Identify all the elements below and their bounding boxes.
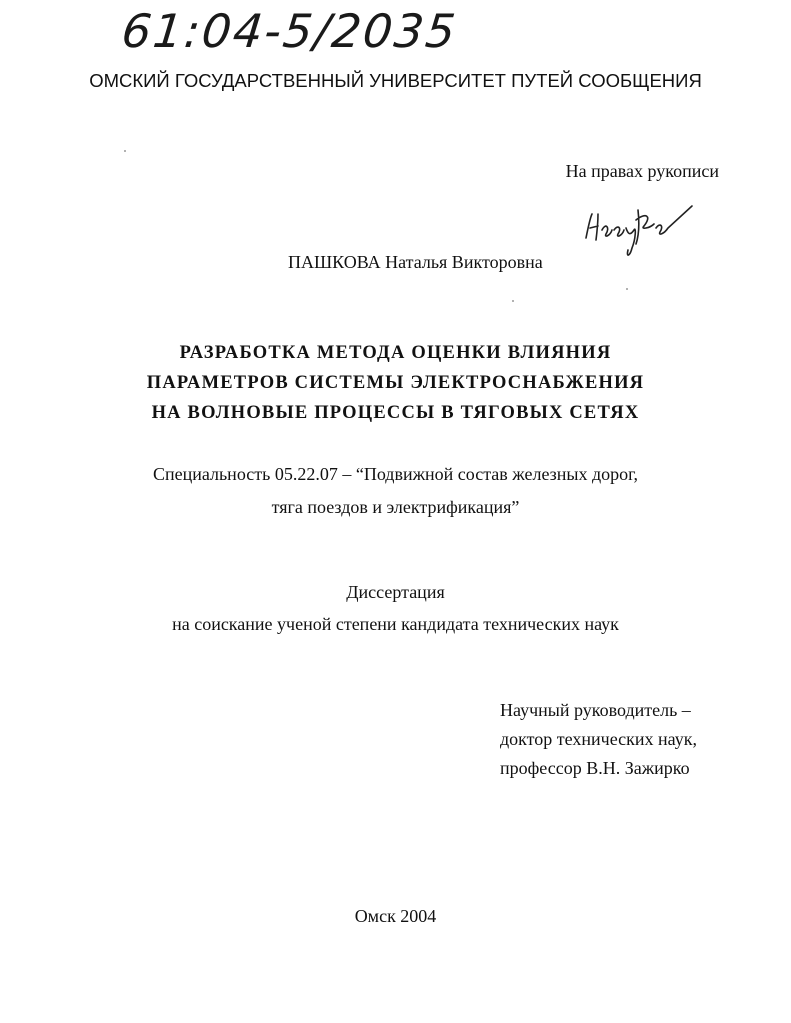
advisor-line: профессор В.Н. Зажирко (500, 758, 690, 778)
specialty-line: тяга поездов и электрификация” (271, 497, 520, 517)
scan-speck (124, 150, 126, 152)
title-line: ПАРАМЕТРОВ СИСТЕМЫ ЭЛЕКТРОСНАБЖЕНИЯ (146, 373, 645, 393)
degree-line: на соискание ученой степени кандидата технических наук (172, 614, 619, 634)
manuscript-rights-label: На правах рукописи (565, 161, 719, 181)
specialty-line: Специальность 05.22.07 – “Подвижной состав железных дорог, (152, 464, 639, 484)
university-name: ОМСКИЙ ГОСУДАРСТВЕННЫЙ УНИВЕРСИТЕТ ПУТЕЙ СООБЩЕНИЯ (89, 70, 702, 91)
city-year: Омск 2004 (354, 906, 437, 926)
advisor-line: Научный руководитель – (500, 700, 691, 720)
author-name: ПАШКОВА Наталья Викторовна (288, 252, 543, 272)
advisor-line: доктор технических наук, (500, 729, 697, 749)
author-signature (580, 198, 700, 268)
scan-speck (626, 288, 628, 290)
thesis-block (0, 576, 791, 640)
archive-number-handwritten: 61:04-5/2035 (119, 4, 460, 58)
thesis-label: Диссертация (346, 582, 445, 602)
advisor-block (500, 696, 697, 783)
scan-speck (512, 300, 514, 302)
specialty-block (0, 458, 791, 524)
title-line: НА ВОЛНОВЫЕ ПРОЦЕССЫ В ТЯГОВЫХ СЕТЯХ (151, 403, 640, 423)
dissertation-title (0, 338, 791, 428)
title-line: РАЗРАБОТКА МЕТОДА ОЦЕНКИ ВЛИЯНИЯ (179, 343, 612, 363)
